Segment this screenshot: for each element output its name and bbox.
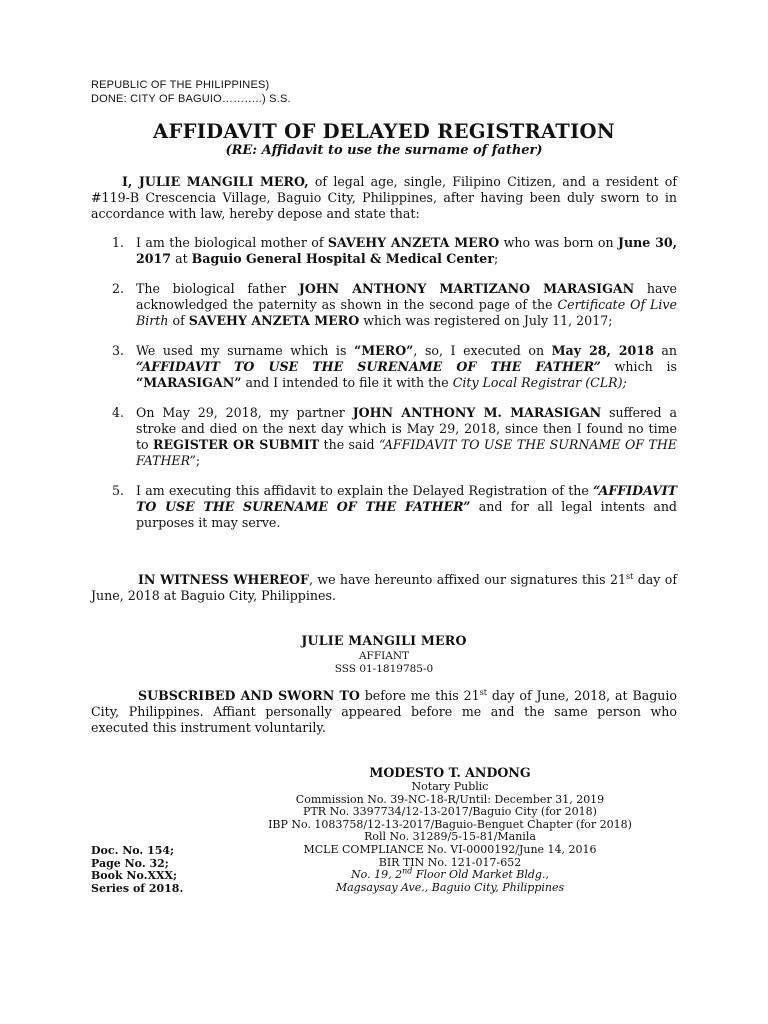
affiant-intro-name: I, JULIE MANGILI MERO, <box>122 174 309 189</box>
notary-block <box>230 765 670 894</box>
notary-line: BIR TIN No. 121-017-652 <box>378 855 522 869</box>
statement-item: 3. We used my surname which is “MERO”, so, I executed on May 28, 2018 an “AFFIDAVIT TO USE THE SURENAME OF THE FATHER” which is “MARASIGAN” and I intended to file it with the City Local Registrar (CLR); <box>112 343 678 390</box>
notary-line: Notary Public <box>411 780 489 793</box>
document-subtitle: (RE: Affidavit to use the surname of father) <box>225 143 543 158</box>
jurat-paragraph: SUBSCRIBED AND SWORN TO before me this 21st day of June, 2018, at Baguio City, Philippines. Affiant personally appeared before me and the same person who executed this instrument voluntarily. <box>91 687 678 735</box>
page-number: Page No. 32; <box>91 856 169 870</box>
notary-line: MCLE COMPLIANCE No. VI-0000192/June 14, 2016 <box>303 842 597 856</box>
venue-line-republic: REPUBLIC OF THE PHILIPPINES) <box>91 79 270 91</box>
series-year: Series of 2018. <box>91 881 184 895</box>
intro-paragraph: I, JULIE MANGILI MERO, of legal age, single, Filipino Citizen, and a resident of #119-B Crescencia Village, Baguio City, Philippines, after having been duly sworn to in accordance with law, hereby depose and state that: <box>91 174 678 221</box>
affiant-role: AFFIANT <box>358 650 410 662</box>
book-number: Book No.XXX; <box>91 869 178 883</box>
witness-paragraph: IN WITNESS WHEREOF, we have hereunto affixed our signatures this 21st day of June, 2018 at Baguio City, Philippines. <box>91 571 678 603</box>
statement-item: 1. I am the biological mother of SAVEHY ANZETA MERO who was born on June 30, 2017 at Baguio General Hospital & Medical Center; <box>112 235 677 266</box>
notary-name: MODESTO T. ANDONG <box>369 765 531 780</box>
affiant-signature-name: JULIE MANGILI MERO <box>301 633 467 648</box>
document-title: AFFIDAVIT OF DELAYED REGISTRATION <box>153 120 615 143</box>
notary-address-line: No. 19, 2nd Floor Old Market Bldg., <box>351 866 549 882</box>
affiant-sss-number: SSS 01-1819785-0 <box>334 663 434 675</box>
venue-line-done: DONE: CITY OF BAGUIO………..) S.S. <box>91 93 291 105</box>
doc-number: Doc. No. 154; <box>91 844 175 857</box>
notary-line: Commission No. 39-NC-18-R/Until: December 31, 2019 <box>295 792 605 806</box>
notary-address-line: Magsaysay Ave., Baguio City, Philippines <box>335 880 565 894</box>
statement-item: 2. The biological father JOHN ANTHONY MARTIZANO MARASIGAN have acknowledged the paternity as shown in the second page of the Certificate Of Live Birth of SAVEHY ANZETA MERO which was registered on July 11, 2017; <box>112 281 678 328</box>
statement-item: 5. I am executing this affidavit to explain the Delayed Registration of the “AFFIDAVIT TO USE THE SURENAME OF THE FATHER” and for all legal intents and purposes it may serve. <box>112 483 677 530</box>
statement-list <box>112 235 677 545</box>
notary-line: Roll No. 31289/5-15-81/Manila <box>364 830 536 844</box>
notary-line: IBP No. 1083758/12-13-2017/Baguio-Benguet Chapter (for 2018) <box>268 817 632 831</box>
notary-line: PTR No. 3397734/12-13-2017/Baguio City (for 2018) <box>303 805 597 819</box>
statement-item: 4. On May 29, 2018, my partner JOHN ANTHONY M. MARASIGAN suffered a stroke and died on the next day which is May 29, 2018, since then I found no time to REGISTER OR SUBMIT the said “AFFIDAVIT TO USE THE SURNAME OF THE FATHER”; <box>112 405 678 468</box>
